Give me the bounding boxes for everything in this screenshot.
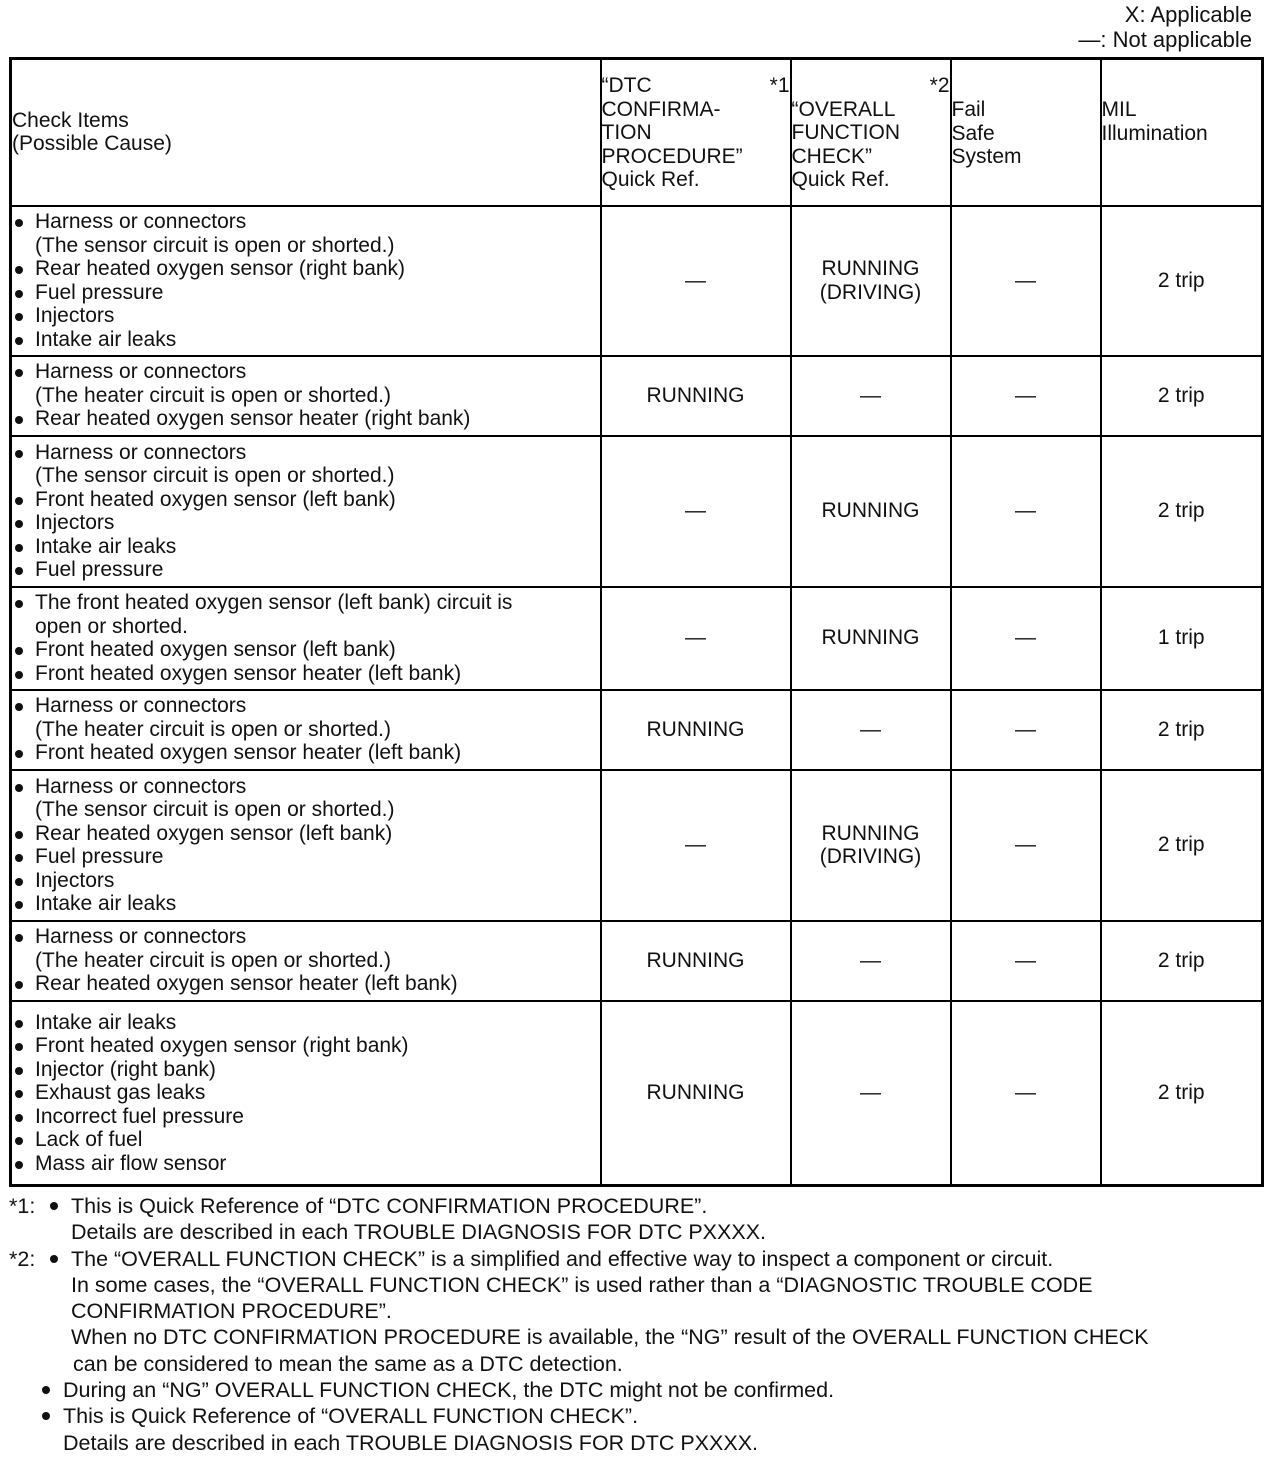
footnotes [9, 1193, 1274, 1456]
possible-cause-item: Incorrect fuel pressure [12, 1105, 600, 1129]
header-overall-function-check: *2 “OVERALL FUNCTION CHECK” Quick Ref. [791, 59, 951, 206]
legend [1078, 2, 1252, 52]
possible-cause-item: Harness or connectors [12, 441, 600, 465]
mil-illumination-cell: 2 trip [1101, 770, 1263, 921]
possible-cause-item: The front heated oxygen sensor (left bank) circuit is [12, 591, 600, 615]
table-row [11, 770, 1263, 921]
possible-cause-item: Rear heated oxygen sensor (right bank) [12, 257, 600, 281]
possible-cause-item: Fuel pressure [12, 281, 600, 305]
possible-cause-item: Mass air flow sensor [12, 1152, 600, 1176]
table-row [11, 587, 1263, 690]
dtc-confirmation-cell: RUNNING [601, 356, 791, 436]
overall-function-check-cell: RUNNING (DRIVING) [791, 770, 951, 921]
dtc-confirmation-cell: — [601, 436, 791, 587]
fail-safe-cell: — [951, 770, 1101, 921]
mil-illumination-cell: 2 trip [1101, 206, 1263, 356]
footnote-1: *1: This is Quick Reference of “DTC CONFIRMATION PROCEDURE”. Details are described in each TROUBLE DIAGNOSIS FOR DTC PXXXX. [9, 1193, 1274, 1246]
possible-cause-item: Front heated oxygen sensor heater (left bank) [12, 741, 600, 765]
footnote-2: *2: The “OVERALL FUNCTION CHECK” is a simplified and effective way to inspect a component or circuit. In some cases, the “OVERALL FUNCTION CHECK” is used rather than a “DIAGNOSTIC TROUBLE CODE CONFIRMATION PROCEDURE”. When no DTC CONFIRMATION PROCEDURE is available, the “NG” result of the OVERALL FUNCTION CHECK can be considered to mean the same as a DTC detection. [9, 1246, 1274, 1377]
footnote-2-details: Details are described in each TROUBLE DIAGNOSIS FOR DTC PXXXX. [63, 1430, 759, 1455]
check-items-cell [11, 206, 601, 356]
header-fail-safe: Fail Safe System [951, 59, 1101, 206]
table-row [11, 1001, 1263, 1186]
check-items-cell [11, 770, 601, 921]
possible-cause-item: Harness or connectors [12, 925, 600, 949]
possible-cause-list [12, 775, 600, 916]
table-row [11, 690, 1263, 770]
possible-cause-item: Injectors [12, 304, 600, 328]
table-row [11, 436, 1263, 587]
dtc-confirmation-cell: RUNNING [601, 690, 791, 770]
fail-safe-cell: — [951, 356, 1101, 436]
table-row [11, 206, 1263, 356]
fail-safe-cell: — [951, 921, 1101, 1001]
possible-cause-detail: (The heater circuit is open or shorted.) [35, 717, 391, 741]
possible-cause-item: Harness or connectors [12, 775, 600, 799]
possible-cause-list [12, 441, 600, 582]
possible-cause-item: Rear heated oxygen sensor (left bank) [12, 822, 600, 846]
dtc-confirmation-cell: RUNNING [601, 1001, 791, 1186]
footnote-mark-1: *1 [769, 74, 790, 97]
footnote-2-bullet-quickref: This is Quick Reference of “OVERALL FUNCTION CHECK”. [9, 1403, 1274, 1429]
possible-cause-item: Injector (right bank) [12, 1058, 600, 1082]
overall-function-check-cell: — [791, 1001, 951, 1186]
header-dtc-confirmation: “DTC *1 CONFIRMA- TION PROCEDURE” Quick Ref. [601, 59, 791, 206]
check-items-cell [11, 587, 601, 690]
possible-cause-item: Exhaust gas leaks [12, 1081, 600, 1105]
dtc-confirmation-cell: — [601, 206, 791, 356]
mil-illumination-cell: 2 trip [1101, 690, 1263, 770]
possible-cause-item: Fuel pressure [12, 558, 600, 582]
possible-cause-item: Intake air leaks [12, 328, 600, 352]
dtc-confirmation-cell: — [601, 587, 791, 690]
mil-illumination-cell: 2 trip [1101, 356, 1263, 436]
mil-illumination-cell: 2 trip [1101, 436, 1263, 587]
check-items-cell [11, 1001, 601, 1186]
legend-applicable: X: Applicable [1124, 2, 1252, 27]
footnote-mark-2: *2 [929, 74, 950, 97]
mil-illumination-cell: 1 trip [1101, 587, 1263, 690]
possible-cause-item: Injectors [12, 869, 600, 893]
possible-cause-list [12, 210, 600, 351]
possible-cause-list [12, 591, 600, 685]
legend-not-applicable: —: Not applicable [1078, 27, 1252, 52]
table-row [11, 356, 1263, 436]
possible-cause-item: Front heated oxygen sensor (left bank) [12, 638, 600, 662]
overall-function-check-cell: — [791, 921, 951, 1001]
possible-cause-list [12, 360, 600, 431]
table-row [11, 921, 1263, 1001]
possible-cause-detail: (The heater circuit is open or shorted.) [35, 383, 391, 407]
fail-safe-cell: — [951, 587, 1101, 690]
possible-cause-item: Rear heated oxygen sensor heater (right bank) [12, 407, 600, 431]
footnote-2-bullet-ng: During an “NG” OVERALL FUNCTION CHECK, the DTC might not be confirmed. [9, 1377, 1274, 1403]
overall-function-check-cell: — [791, 356, 951, 436]
possible-cause-item: Harness or connectors [12, 694, 600, 718]
fail-safe-cell: — [951, 206, 1101, 356]
check-items-cell [11, 690, 601, 770]
fail-safe-cell: — [951, 436, 1101, 587]
mil-illumination-cell: 2 trip [1101, 1001, 1263, 1186]
dtc-check-table [9, 57, 1264, 1187]
possible-cause-item: Intake air leaks [12, 535, 600, 559]
check-items-cell [11, 436, 601, 587]
header-check-items: Check Items (Possible Cause) [11, 59, 601, 206]
possible-cause-item: Front heated oxygen sensor (left bank) [12, 488, 600, 512]
possible-cause-item: Front heated oxygen sensor heater (left bank) [12, 662, 600, 686]
possible-cause-list [12, 1011, 600, 1176]
possible-cause-list [12, 925, 600, 996]
possible-cause-item: Harness or connectors [12, 360, 600, 384]
possible-cause-item: Lack of fuel [12, 1128, 600, 1152]
possible-cause-item: Injectors [12, 511, 600, 535]
check-items-cell [11, 921, 601, 1001]
overall-function-check-cell: — [791, 690, 951, 770]
possible-cause-detail: open or shorted. [35, 614, 188, 638]
possible-cause-item: Harness or connectors [12, 210, 600, 234]
header-mil-illumination: MIL Illumination [1101, 59, 1263, 206]
possible-cause-item: Rear heated oxygen sensor heater (left bank) [12, 972, 600, 996]
overall-function-check-cell: RUNNING [791, 436, 951, 587]
mil-illumination-cell: 2 trip [1101, 921, 1263, 1001]
possible-cause-item: Fuel pressure [12, 845, 600, 869]
possible-cause-detail: (The sensor circuit is open or shorted.) [35, 798, 395, 821]
possible-cause-list [12, 694, 600, 765]
possible-cause-detail: (The heater circuit is open or shorted.) [35, 948, 391, 972]
possible-cause-item: Intake air leaks [12, 892, 600, 916]
dtc-confirmation-cell: — [601, 770, 791, 921]
possible-cause-item: Front heated oxygen sensor (right bank) [12, 1034, 600, 1058]
overall-function-check-cell: RUNNING (DRIVING) [791, 206, 951, 356]
possible-cause-detail: (The sensor circuit is open or shorted.) [35, 233, 395, 257]
header-row [11, 59, 1263, 206]
possible-cause-item: Intake air leaks [12, 1011, 600, 1035]
overall-function-check-cell: RUNNING [791, 587, 951, 690]
check-items-cell [11, 356, 601, 436]
dtc-confirmation-cell: RUNNING [601, 921, 791, 1001]
possible-cause-detail: (The sensor circuit is open or shorted.) [35, 464, 395, 487]
fail-safe-cell: — [951, 690, 1101, 770]
fail-safe-cell: — [951, 1001, 1101, 1186]
